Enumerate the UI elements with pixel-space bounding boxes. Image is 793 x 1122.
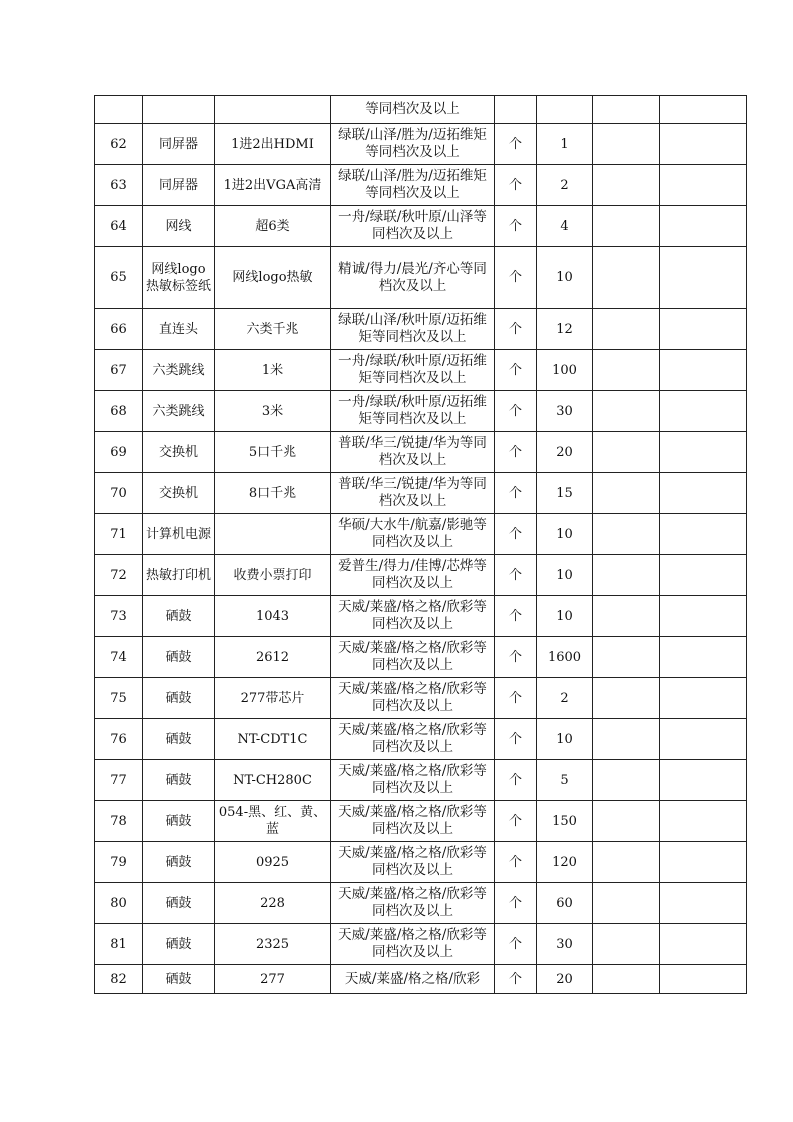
cell-remark [660,760,747,801]
table-row [95,514,747,555]
cell-no: 79 [95,842,143,883]
cell-price [593,514,660,555]
cell-unit: 个 [495,883,537,924]
cell-price [593,719,660,760]
cell-name: 直连头 [143,309,215,350]
cell-no: 76 [95,719,143,760]
table-row [95,124,747,165]
cell-qty: 10 [537,719,593,760]
cell-remark [660,96,747,124]
cell-name: 硒鼓 [143,842,215,883]
cell-name: 硒鼓 [143,637,215,678]
cell-unit: 个 [495,514,537,555]
cell-no: 71 [95,514,143,555]
cell-remark [660,678,747,719]
cell-no: 68 [95,391,143,432]
cell-price [593,842,660,883]
cell-unit: 个 [495,432,537,473]
cell-remark [660,924,747,965]
cell-qty: 15 [537,473,593,514]
cell-qty: 120 [537,842,593,883]
cell-price [593,309,660,350]
table-row [95,96,747,124]
cell-remark [660,514,747,555]
cell-spec [215,514,331,555]
cell-no: 77 [95,760,143,801]
table-row [95,432,747,473]
cell-name: 硒鼓 [143,678,215,719]
cell-spec: 2325 [215,924,331,965]
cell-qty: 10 [537,514,593,555]
cell-unit: 个 [495,842,537,883]
table-row [95,555,747,596]
cell-no [95,96,143,124]
cell-price [593,165,660,206]
cell-spec: 1043 [215,596,331,637]
cell-brand: 天威/莱盛/格之格/欣彩 [331,965,495,994]
cell-name: 热敏打印机 [143,555,215,596]
cell-spec: 0925 [215,842,331,883]
cell-name: 计算机电源 [143,514,215,555]
cell-qty: 150 [537,801,593,842]
cell-spec: 228 [215,883,331,924]
cell-spec [215,96,331,124]
cell-price [593,206,660,247]
cell-no: 63 [95,165,143,206]
cell-name: 硒鼓 [143,596,215,637]
cell-brand: 爱普生/得力/佳博/芯烨等同档次及以上 [331,555,495,596]
cell-name: 硒鼓 [143,883,215,924]
cell-qty: 60 [537,883,593,924]
cell-spec: 3米 [215,391,331,432]
cell-no: 78 [95,801,143,842]
cell-price [593,760,660,801]
cell-price [593,596,660,637]
cell-unit: 个 [495,965,537,994]
procurement-table [94,95,747,994]
cell-remark [660,801,747,842]
cell-brand: 天威/莱盛/格之格/欣彩等同档次及以上 [331,924,495,965]
cell-price [593,555,660,596]
table-row [95,206,747,247]
cell-qty: 2 [537,165,593,206]
cell-unit: 个 [495,760,537,801]
cell-price [593,637,660,678]
cell-unit: 个 [495,124,537,165]
table-row [95,350,747,391]
cell-price [593,96,660,124]
table-row [95,391,747,432]
table-row [95,309,747,350]
cell-price [593,801,660,842]
table-row [95,247,747,309]
cell-name: 硒鼓 [143,719,215,760]
cell-brand: 天威/莱盛/格之格/欣彩等同档次及以上 [331,842,495,883]
cell-qty: 1 [537,124,593,165]
table-row [95,678,747,719]
cell-no: 80 [95,883,143,924]
cell-price [593,678,660,719]
cell-qty [537,96,593,124]
cell-price [593,883,660,924]
cell-brand: 天威/莱盛/格之格/欣彩等同档次及以上 [331,760,495,801]
cell-qty: 10 [537,596,593,637]
cell-no: 82 [95,965,143,994]
cell-no: 74 [95,637,143,678]
cell-qty: 30 [537,924,593,965]
table-row [95,801,747,842]
cell-spec: 六类千兆 [215,309,331,350]
cell-remark [660,350,747,391]
cell-unit: 个 [495,678,537,719]
cell-brand: 天威/莱盛/格之格/欣彩等同档次及以上 [331,678,495,719]
table-row [95,596,747,637]
cell-brand: 天威/莱盛/格之格/欣彩等同档次及以上 [331,637,495,678]
cell-unit: 个 [495,206,537,247]
cell-spec: 277带芯片 [215,678,331,719]
cell-unit: 个 [495,924,537,965]
cell-brand: 绿联/山泽/秋叶原/迈拓维矩等同档次及以上 [331,309,495,350]
cell-qty: 100 [537,350,593,391]
cell-unit: 个 [495,637,537,678]
cell-qty: 4 [537,206,593,247]
cell-spec: 8口千兆 [215,473,331,514]
cell-name: 六类跳线 [143,350,215,391]
cell-no: 64 [95,206,143,247]
cell-unit: 个 [495,165,537,206]
cell-brand: 精诚/得力/晨光/齐心等同档次及以上 [331,247,495,309]
cell-spec: 收费小票打印 [215,555,331,596]
cell-brand: 一舟/绿联/秋叶原/迈拓维矩等同档次及以上 [331,391,495,432]
cell-spec: NT-CDT1C [215,719,331,760]
cell-remark [660,555,747,596]
table-row [95,842,747,883]
cell-name: 硒鼓 [143,801,215,842]
table-row [95,924,747,965]
cell-remark [660,206,747,247]
cell-no: 65 [95,247,143,309]
table-row [95,637,747,678]
cell-remark [660,473,747,514]
cell-brand: 普联/华三/锐捷/华为等同档次及以上 [331,473,495,514]
cell-price [593,247,660,309]
cell-name: 交换机 [143,432,215,473]
table-row [95,965,747,994]
cell-qty: 5 [537,760,593,801]
cell-spec: 054-黑、红、黄、蓝 [215,801,331,842]
cell-brand: 天威/莱盛/格之格/欣彩等同档次及以上 [331,596,495,637]
cell-remark [660,165,747,206]
cell-no: 62 [95,124,143,165]
cell-qty: 10 [537,555,593,596]
cell-spec: 2612 [215,637,331,678]
cell-price [593,432,660,473]
cell-remark [660,391,747,432]
cell-remark [660,842,747,883]
cell-name: 硒鼓 [143,760,215,801]
cell-remark [660,124,747,165]
cell-price [593,924,660,965]
cell-qty: 12 [537,309,593,350]
cell-unit: 个 [495,391,537,432]
table-row [95,719,747,760]
table-body [95,96,747,994]
cell-no: 73 [95,596,143,637]
cell-spec: 1进2出VGA高清 [215,165,331,206]
cell-remark [660,719,747,760]
cell-name [143,96,215,124]
cell-unit: 个 [495,247,537,309]
cell-qty: 1600 [537,637,593,678]
cell-name: 网线logo热敏标签纸 [143,247,215,309]
table-row [95,760,747,801]
table-row [95,883,747,924]
table-row [95,473,747,514]
cell-remark [660,247,747,309]
cell-name: 硒鼓 [143,924,215,965]
cell-remark [660,637,747,678]
cell-unit: 个 [495,473,537,514]
cell-unit: 个 [495,719,537,760]
table-row [95,165,747,206]
cell-spec: 超6类 [215,206,331,247]
cell-no: 69 [95,432,143,473]
cell-name: 网线 [143,206,215,247]
cell-spec: 网线logo热敏 [215,247,331,309]
cell-name: 同屏器 [143,165,215,206]
cell-price [593,124,660,165]
cell-brand: 一舟/绿联/秋叶原/山泽等同档次及以上 [331,206,495,247]
cell-brand: 天威/莱盛/格之格/欣彩等同档次及以上 [331,719,495,760]
cell-name: 同屏器 [143,124,215,165]
cell-spec: NT-CH280C [215,760,331,801]
cell-brand: 普联/华三/锐捷/华为等同档次及以上 [331,432,495,473]
cell-price [593,350,660,391]
cell-qty: 2 [537,678,593,719]
cell-remark [660,965,747,994]
cell-remark [660,432,747,473]
cell-spec: 277 [215,965,331,994]
cell-no: 66 [95,309,143,350]
cell-brand: 一舟/绿联/秋叶原/迈拓维矩等同档次及以上 [331,350,495,391]
cell-remark [660,596,747,637]
cell-qty: 30 [537,391,593,432]
cell-no: 67 [95,350,143,391]
cell-price [593,965,660,994]
cell-no: 72 [95,555,143,596]
cell-price [593,391,660,432]
cell-brand: 天威/莱盛/格之格/欣彩等同档次及以上 [331,883,495,924]
cell-qty: 10 [537,247,593,309]
cell-unit: 个 [495,555,537,596]
cell-qty: 20 [537,965,593,994]
cell-remark [660,883,747,924]
cell-no: 75 [95,678,143,719]
cell-unit: 个 [495,350,537,391]
cell-qty: 20 [537,432,593,473]
cell-brand: 华硕/大水牛/航嘉/影驰等同档次及以上 [331,514,495,555]
cell-brand: 绿联/山泽/胜为/迈拓维矩等同档次及以上 [331,165,495,206]
cell-name: 六类跳线 [143,391,215,432]
cell-name: 硒鼓 [143,965,215,994]
cell-brand: 绿联/山泽/胜为/迈拓维矩等同档次及以上 [331,124,495,165]
cell-spec: 5口千兆 [215,432,331,473]
cell-spec: 1米 [215,350,331,391]
cell-price [593,473,660,514]
cell-no: 70 [95,473,143,514]
cell-spec: 1进2出HDMI [215,124,331,165]
cell-remark [660,309,747,350]
cell-no: 81 [95,924,143,965]
cell-unit: 个 [495,309,537,350]
cell-brand: 天威/莱盛/格之格/欣彩等同档次及以上 [331,801,495,842]
cell-unit: 个 [495,596,537,637]
cell-brand: 等同档次及以上 [331,96,495,124]
cell-unit: 个 [495,801,537,842]
cell-name: 交换机 [143,473,215,514]
cell-unit [495,96,537,124]
